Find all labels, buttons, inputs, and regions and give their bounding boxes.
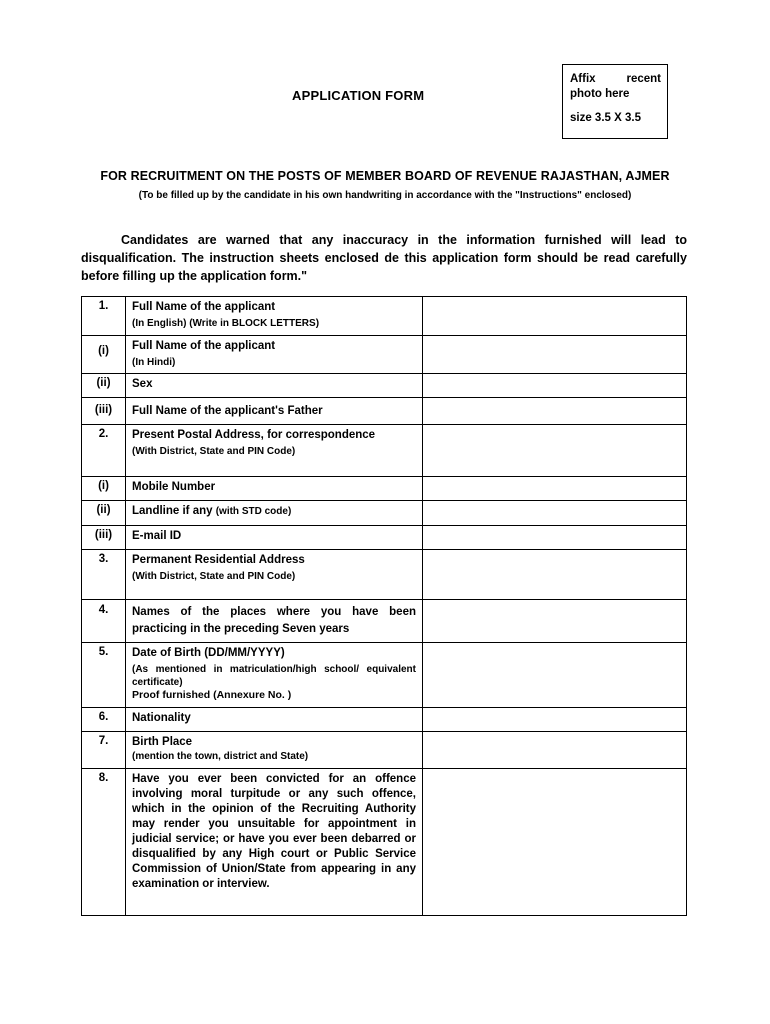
form-title: APPLICATION FORM [292, 88, 425, 103]
row-sublabel: (With District, State and PIN Code) [132, 571, 296, 582]
row-label-cell [126, 643, 423, 708]
row-sublabel: (In English) (Write in BLOCK LETTERS) [132, 318, 320, 329]
row-label-cell [126, 336, 423, 374]
row-number: 1. [82, 297, 126, 336]
photo-here-text: photo here [570, 88, 630, 100]
table-row [82, 501, 687, 526]
recruitment-subheading: (To be filled up by the candidate in his own handwriting in accordance with the "Instructions" enclosed) [138, 190, 632, 201]
row-label-cell [126, 526, 423, 550]
table-row [82, 425, 687, 477]
warning-paragraph: Candidates are warned that any inaccuracy in the information furnished will lead to disqualification. The instruction sheets enclosed de this application form should be read carefully before filling up the application form." [81, 233, 687, 283]
conviction-answer-field[interactable] [423, 769, 687, 916]
row-label: Landline if any [132, 505, 213, 517]
row-sublabel: (As mentioned in matriculation/high school/ equivalent certificate) [132, 664, 416, 688]
row-label-cell [126, 398, 423, 425]
row-label-cell [126, 732, 423, 769]
row-number: (iii) [82, 398, 126, 425]
row-number: 4. [82, 600, 126, 643]
row-number: (iii) [82, 526, 126, 550]
row-number: 7. [82, 732, 126, 769]
application-form-table [81, 296, 687, 916]
row-number: 6. [82, 708, 126, 732]
father-name-answer-field[interactable] [423, 398, 687, 425]
row-label: Names of the places where you have been practicing in the preceding Seven years [132, 606, 416, 635]
row-label: Full Name of the applicant [132, 340, 276, 352]
table-row [82, 526, 687, 550]
row-label: Mobile Number [132, 481, 216, 493]
table-row [82, 643, 687, 708]
row-number: (ii) [82, 501, 126, 526]
nationality-answer-field[interactable] [423, 708, 687, 732]
row-number: (i) [82, 477, 126, 501]
row-number: 3. [82, 550, 126, 600]
row-label-cell [126, 374, 423, 398]
row-number: (i) [82, 336, 126, 374]
row-sublabel: (mention the town, district and State) [132, 751, 309, 762]
permanent-address-answer-field[interactable] [423, 550, 687, 600]
row-label: Full Name of the applicant [132, 301, 276, 313]
row-label-cell [126, 769, 423, 916]
row-label: E-mail ID [132, 530, 182, 542]
sex-answer-field[interactable] [423, 374, 687, 398]
row-label: Nationality [132, 712, 191, 724]
table-row [82, 297, 687, 336]
table-row [82, 600, 687, 643]
row-label: Sex [132, 378, 153, 390]
table-row [82, 374, 687, 398]
practice-places-answer-field[interactable] [423, 600, 687, 643]
row-label-group [132, 504, 416, 519]
row-label-cell [126, 550, 423, 600]
name-english-answer-field[interactable] [423, 297, 687, 336]
row-label: Date of Birth (DD/MM/YYYY) [132, 647, 285, 659]
row-label-cell [126, 600, 423, 643]
row-number: 2. [82, 425, 126, 477]
mobile-number-answer-field[interactable] [423, 477, 687, 501]
email-answer-field[interactable] [423, 526, 687, 550]
row-inline-sublabel: (with STD code) [215, 506, 292, 517]
recruitment-heading: FOR RECRUITMENT ON THE POSTS OF MEMBER BOARD OF REVENUE RAJASTHAN, AJMER [100, 169, 670, 183]
row-label-cell [126, 425, 423, 477]
row-number: 5. [82, 643, 126, 708]
row-label: Permanent Residential Address [132, 554, 305, 566]
photo-placeholder-box [562, 64, 668, 139]
table-row [82, 769, 687, 916]
table-row [82, 732, 687, 769]
birth-place-answer-field[interactable] [423, 732, 687, 769]
row-sublabel: (With District, State and PIN Code) [132, 446, 296, 457]
table-row [82, 708, 687, 732]
row-tail-label: Proof furnished (Annexure No. ) [132, 689, 292, 701]
table-row [82, 550, 687, 600]
table-row [82, 336, 687, 374]
row-label: Have you ever been convicted for an offence involving moral turpitude or any such offence, which in the opinion of the Recruiting Authority may render you unsuitable for appointment in judicial service; or have you ever been debarred or disqualified by any High court or Public Service Commission of Union/State from appearing in any examination or interview. [132, 773, 416, 890]
name-hindi-answer-field[interactable] [423, 336, 687, 374]
row-number: (ii) [82, 374, 126, 398]
row-label-cell [126, 708, 423, 732]
row-label: Birth Place [132, 736, 193, 748]
table-row [82, 477, 687, 501]
photo-size-text: size 3.5 X 3.5 [570, 112, 641, 124]
landline-answer-field[interactable] [423, 501, 687, 526]
photo-recent-word: recent [626, 73, 661, 85]
row-label: Full Name of the applicant's Father [132, 405, 323, 417]
photo-affix-word: Affix [570, 73, 596, 85]
row-label-cell [126, 297, 423, 336]
row-label: Present Postal Address, for correspondence [132, 429, 376, 441]
row-number: 8. [82, 769, 126, 916]
row-sublabel: (In Hindi) [132, 357, 176, 368]
row-label-cell [126, 477, 423, 501]
date-of-birth-answer-field[interactable] [423, 643, 687, 708]
table-row [82, 398, 687, 425]
row-label-cell [126, 501, 423, 526]
postal-address-answer-field[interactable] [423, 425, 687, 477]
